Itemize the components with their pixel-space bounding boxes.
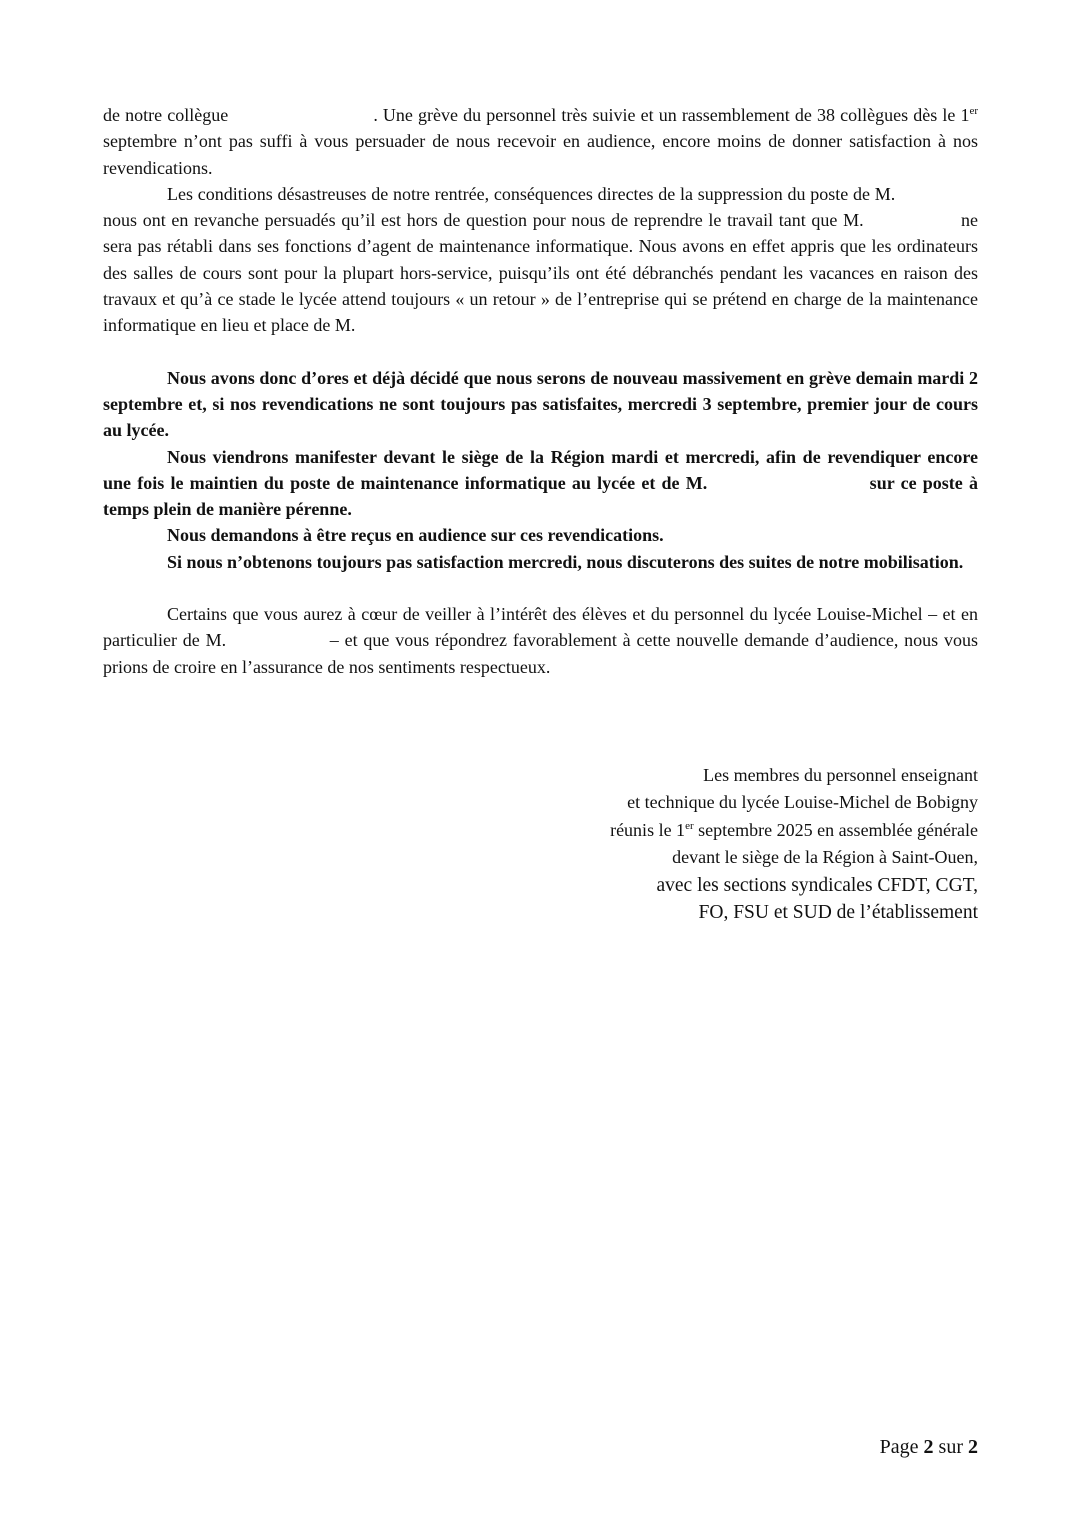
redacted-name xyxy=(713,475,863,491)
signature-line: devant le siège de la Région à Saint-Ouen, xyxy=(672,847,978,868)
paragraph-strike-context: de notre collègue . Une grève du personnel très suivie et un rassemblement de 38 collègues dès le 1er septembre n’ont pas suffi à vous persuader de nous recevoir en audience, encore moins de donner satisfaction à nos revendications. xyxy=(103,105,978,178)
redacted-name xyxy=(900,186,978,202)
paragraph-next-steps: Si nous n’obtenons toujours pas satisfaction mercredi, nous discuterons des suites de notre mobilisation. xyxy=(167,551,964,572)
signature-line: et technique du lycée Louise-Michel de Bobigny xyxy=(627,792,978,813)
redacted-name xyxy=(233,107,373,123)
redacted-name xyxy=(869,212,955,228)
signature-line: FO, FSU et SUD de l’établissement xyxy=(698,902,978,924)
letter-body xyxy=(103,102,978,680)
paragraph-closing: Certains que vous aurez à cœur de veiller à l’intérêt des élèves et du personnel du lycée Louise-Michel – et en particulier de M. – et que vous répondrez favorablement à cette nouvelle demande d’audience, nous vous prions de croire en l’assurance de nos sentiments respectueux. xyxy=(103,604,978,677)
signature-block xyxy=(610,762,978,926)
paragraph-strike-decision: Nous avons donc d’ores et déjà décidé que nous serons de nouveau massivement en grève demain mardi 2 septembre et, si nos revendications ne sont toujours pas satisfaites, mercredi 3 septembre, premier jour de cours au lycée. xyxy=(103,367,978,441)
redacted-name xyxy=(360,317,460,333)
signature-line: réunis le 1er septembre 2025 en assemblée générale xyxy=(610,819,978,840)
page-number: Page 2 sur 2 xyxy=(879,1436,978,1458)
paragraph-audience-request: Nous demandons à être reçus en audience sur ces revendications. xyxy=(167,525,664,546)
paragraph-demonstration: Nous viendrons manifester devant le siège de la Région mardi et mercredi, afin de revendiquer encore une fois le maintien du poste de maintenance informatique au lycée et de M. sur ce poste à temps plein de manière pérenne. xyxy=(103,446,978,520)
signature-line: avec les sections syndicales CFDT, CGT, xyxy=(656,874,978,896)
paragraph-conditions: Les conditions désastreuses de notre rentrée, conséquences directes de la suppression du poste de M. nous ont en revanche persuadés qu’il est hors de question pour nous de reprendre le travail tant que M. ne sera pas rétabli dans ses fonctions d’agent de maintenance informatique. Nous avons en effet appris que les ordinateurs des salles de cours sont pour la plupart hors-service, puisqu’ils ont été débranchés pendant les vacances en raison des travaux et qu’à ce stade le lycée attend toujours « un retour » de l’entreprise qui se prétend en charge de la maintenance informatique en lieu et place de M. xyxy=(103,183,978,336)
redacted-name xyxy=(232,632,324,648)
signature-line: Les membres du personnel enseignant xyxy=(703,765,978,785)
